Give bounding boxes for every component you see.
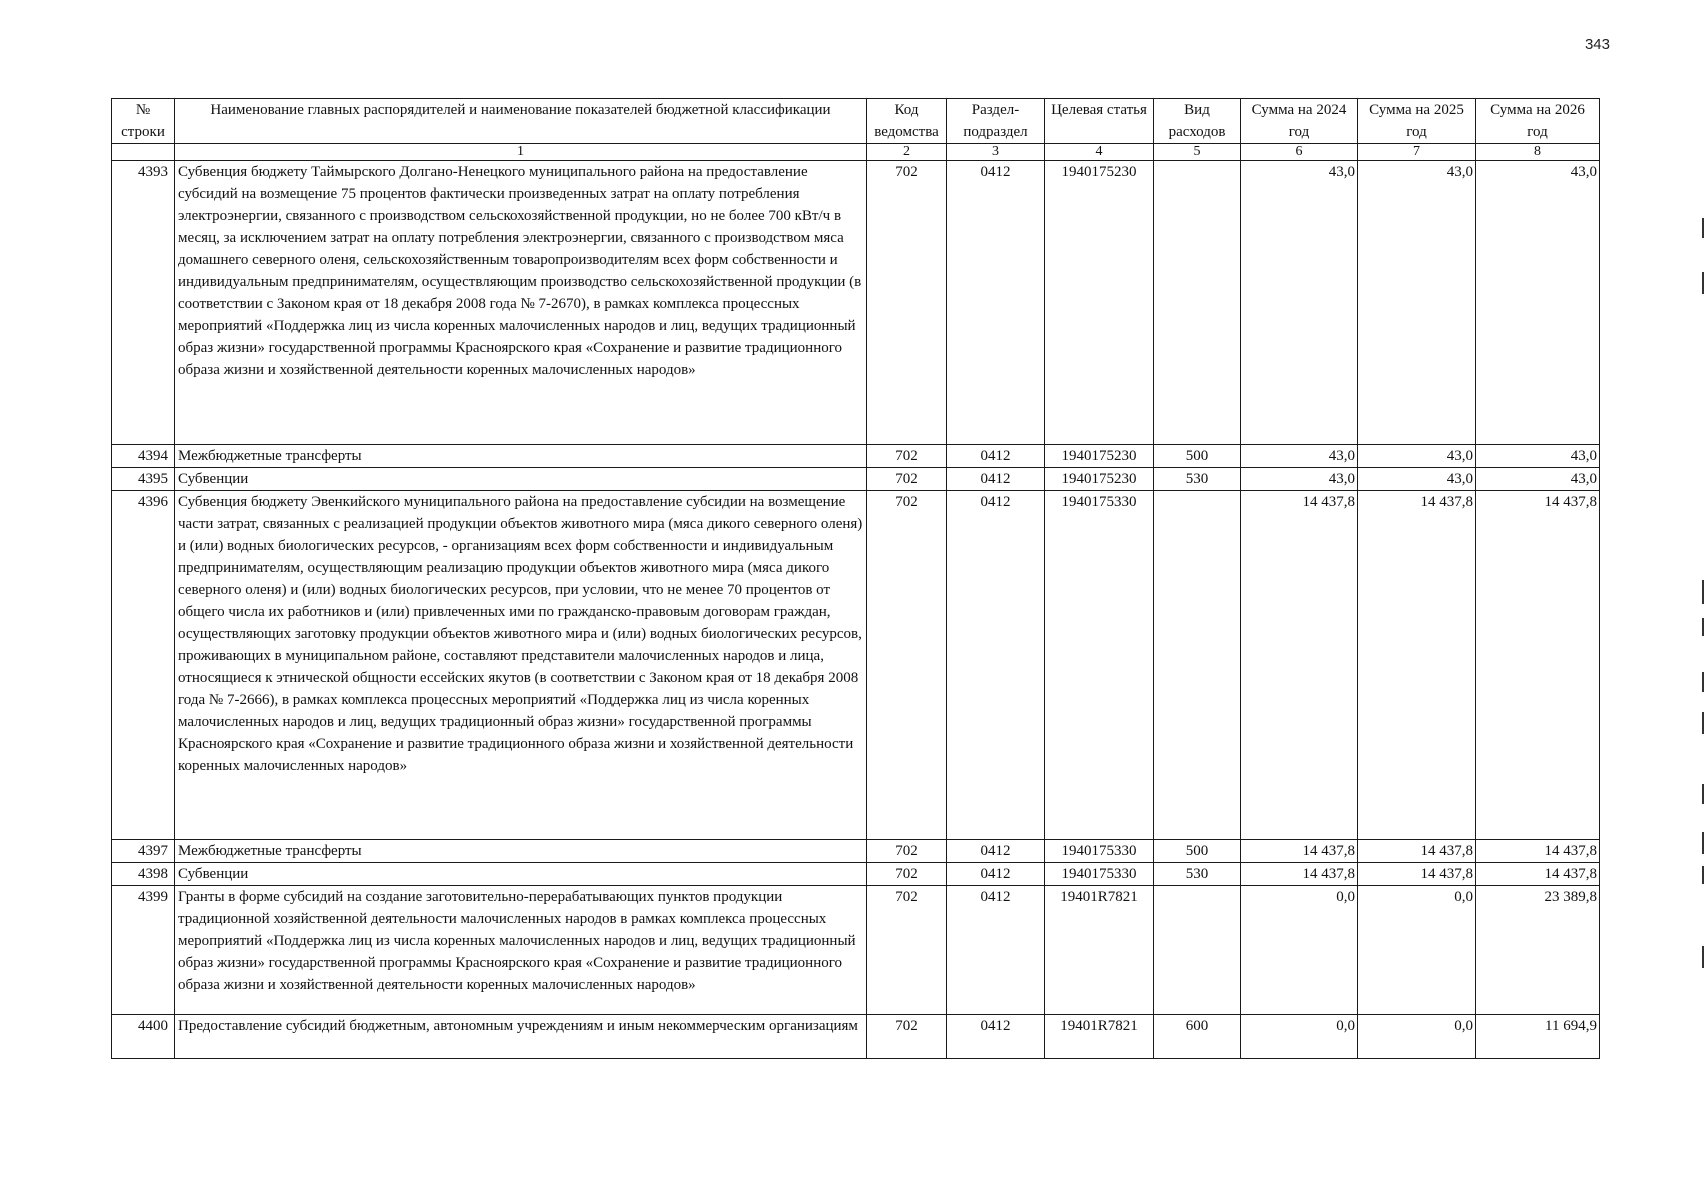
scan-edge-mark [1702,272,1704,294]
scan-edge-mark [1702,832,1704,854]
row-target-code: 1940175330 [1045,840,1154,863]
row-sum-2024: 14 437,8 [1241,491,1358,840]
scan-edge-mark [1702,866,1704,884]
scan-edge-mark [1702,712,1704,734]
row-section-code: 0412 [947,886,1045,1015]
row-expense-code: 530 [1154,468,1241,491]
row-sum-2026: 11 694,9 [1476,1015,1600,1059]
row-section-code: 0412 [947,161,1045,445]
header-section: Раздел-подраздел [947,99,1045,144]
row-name: Субвенция бюджету Эвенкийского муниципального района на предоставление субсидии на возмещение части затрат, связанных с реализацией продукции объектов животного мира (мяса дикого северного оленя) и (или) водных биологических ресурсов, - организациям всех форм собственности и индивидуальным предпринимателям, осуществляющим реализацию продукции объектов животного мира (мяса дикого северного оленя) и (или) водных биологических ресурсов, при условии, что не менее 70 процентов от общего числа их работников и (или) привлеченных ими по гражданско-правовым договорам граждан, осуществляющих заготовку продукции объектов животного мира и (или) водных биологических ресурсов, проживающих в муниципальном районе, составляют представители малочисленных народов и лица, относящиеся к этнической общности ессейских якутов (в соответствии с Законом края от 18 декабря 2008 года № 7-2666), в рамках комплекса процессных мероприятий «Поддержка лиц из числа коренных малочисленных народов и лиц, ведущих традиционный образ жизни» государственной программы Красноярского края «Сохранение и развитие традиционного образа жизни и хозяйственной деятельности коренных малочисленных народов» [175,491,867,840]
row-name: Субвенция бюджету Таймырского Долгано-Ненецкого муниципального района на предоставление субсидий на возмещение 75 процентов фактически произведенных затрат на оплату потребления электроэнергии, связанного с производством сельскохозяйственной продукции, но не более 700 кВт/ч в месяц, за исключением затрат на оплату потребления электроэнергии, связанного с производством мяса домашнего северного оленя, сельскохозяйственным товаропроизводителям всех форм собственности и индивидуальным предпринимателям, осуществляющим производство сельскохозяйственной продукции (в соответствии с Законом края от 18 декабря 2008 года № 7-2670), в рамках комплекса процессных мероприятий «Поддержка лиц из числа коренных малочисленных народов и лиц, ведущих традиционный образ жизни» государственной программы Красноярского края «Сохранение и развитие традиционного образа жизни и хозяйственной деятельности коренных малочисленных народов» [175,161,867,445]
row-expense-code: 500 [1154,445,1241,468]
header-expense: Вид расходов [1154,99,1241,144]
row-dept-code: 702 [867,161,947,445]
scan-edge-mark [1702,784,1704,804]
row-sum-2024: 43,0 [1241,445,1358,468]
row-sum-2024: 14 437,8 [1241,840,1358,863]
row-target-code: 1940175230 [1045,468,1154,491]
row-sum-2026: 14 437,8 [1476,840,1600,863]
table-row [112,863,1600,886]
row-target-code: 19401R7821 [1045,1015,1154,1059]
column-number: 4 [1045,144,1154,161]
header-target: Целевая статья [1045,99,1154,144]
row-sum-2026: 23 389,8 [1476,886,1600,1015]
row-section-code: 0412 [947,840,1045,863]
column-number: 5 [1154,144,1241,161]
table-row [112,491,1600,840]
row-expense-code: 530 [1154,863,1241,886]
row-target-code: 19401R7821 [1045,886,1154,1015]
table-row [112,886,1600,1015]
row-target-code: 1940175230 [1045,445,1154,468]
row-expense-code [1154,161,1241,445]
row-sum-2025: 14 437,8 [1358,863,1476,886]
row-name: Субвенции [175,468,867,491]
scan-edge-mark [1702,946,1704,968]
row-sum-2026: 43,0 [1476,445,1600,468]
column-number: 3 [947,144,1045,161]
header-dept: Код ведомства [867,99,947,144]
row-dept-code: 702 [867,863,947,886]
row-section-code: 0412 [947,863,1045,886]
row-name: Межбюджетные трансферты [175,840,867,863]
row-sum-2025: 43,0 [1358,161,1476,445]
column-number-row [112,144,1600,161]
scan-edge-mark [1702,580,1704,604]
row-expense-code [1154,491,1241,840]
header-sum-2024: Сумма на 2024 год [1241,99,1358,144]
row-sum-2024: 0,0 [1241,886,1358,1015]
table-row [112,468,1600,491]
row-expense-code: 500 [1154,840,1241,863]
row-sum-2025: 0,0 [1358,886,1476,1015]
row-section-code: 0412 [947,491,1045,840]
row-name: Предоставление субсидий бюджетным, автономным учреждениям и иным некоммерческим организациям [175,1015,867,1059]
row-target-code: 1940175330 [1045,491,1154,840]
row-number: 4400 [112,1015,175,1059]
column-number: 1 [175,144,867,161]
row-dept-code: 702 [867,886,947,1015]
row-dept-code: 702 [867,491,947,840]
row-sum-2024: 14 437,8 [1241,863,1358,886]
header-sum-2026: Сумма на 2026 год [1476,99,1600,144]
header-sum-2025: Сумма на 2025 год [1358,99,1476,144]
scan-edge-mark [1702,218,1704,238]
row-sum-2024: 43,0 [1241,468,1358,491]
row-number: 4399 [112,886,175,1015]
row-section-code: 0412 [947,445,1045,468]
row-name: Межбюджетные трансферты [175,445,867,468]
row-sum-2026: 14 437,8 [1476,491,1600,840]
column-number: 2 [867,144,947,161]
row-dept-code: 702 [867,468,947,491]
column-number: 7 [1358,144,1476,161]
column-number: 8 [1476,144,1600,161]
table-row [112,1015,1600,1059]
page-number: 343 [1584,36,1610,53]
row-target-code: 1940175330 [1045,863,1154,886]
column-number [112,144,175,161]
table-row [112,445,1600,468]
row-sum-2025: 14 437,8 [1358,840,1476,863]
table-row [112,161,1600,445]
scan-edge-mark [1702,672,1704,692]
row-number: 4397 [112,840,175,863]
row-number: 4394 [112,445,175,468]
table-row [112,840,1600,863]
row-number: 4395 [112,468,175,491]
row-sum-2025: 43,0 [1358,445,1476,468]
row-sum-2026: 43,0 [1476,161,1600,445]
row-dept-code: 702 [867,445,947,468]
row-sum-2025: 14 437,8 [1358,491,1476,840]
row-name: Гранты в форме субсидий на создание заготовительно-перерабатывающих пунктов продукции традиционной хозяйственной деятельности малочисленных народов в рамках комплекса процессных мероприятий «Поддержка лиц из числа коренных малочисленных народов и лиц, ведущих традиционный образ жизни» государственной программы Красноярского края «Сохранение и развитие традиционного образа жизни и хозяйственной деятельности коренных малочисленных народов» [175,886,867,1015]
row-dept-code: 702 [867,840,947,863]
row-expense-code: 600 [1154,1015,1241,1059]
row-sum-2026: 43,0 [1476,468,1600,491]
header-row [112,99,1600,144]
header-row-no: № строки [112,99,175,144]
row-name: Субвенции [175,863,867,886]
row-sum-2026: 14 437,8 [1476,863,1600,886]
row-section-code: 0412 [947,468,1045,491]
row-sum-2025: 43,0 [1358,468,1476,491]
row-section-code: 0412 [947,1015,1045,1059]
scan-edge-mark [1702,618,1704,636]
column-number: 6 [1241,144,1358,161]
row-sum-2025: 0,0 [1358,1015,1476,1059]
row-number: 4393 [112,161,175,445]
row-number: 4396 [112,491,175,840]
row-sum-2024: 43,0 [1241,161,1358,445]
header-name: Наименование главных распорядителей и наименование показателей бюджетной классификации [175,99,867,144]
row-expense-code [1154,886,1241,1015]
row-sum-2024: 0,0 [1241,1015,1358,1059]
row-number: 4398 [112,863,175,886]
row-dept-code: 702 [867,1015,947,1059]
row-target-code: 1940175230 [1045,161,1154,445]
budget-table [111,98,1600,1059]
